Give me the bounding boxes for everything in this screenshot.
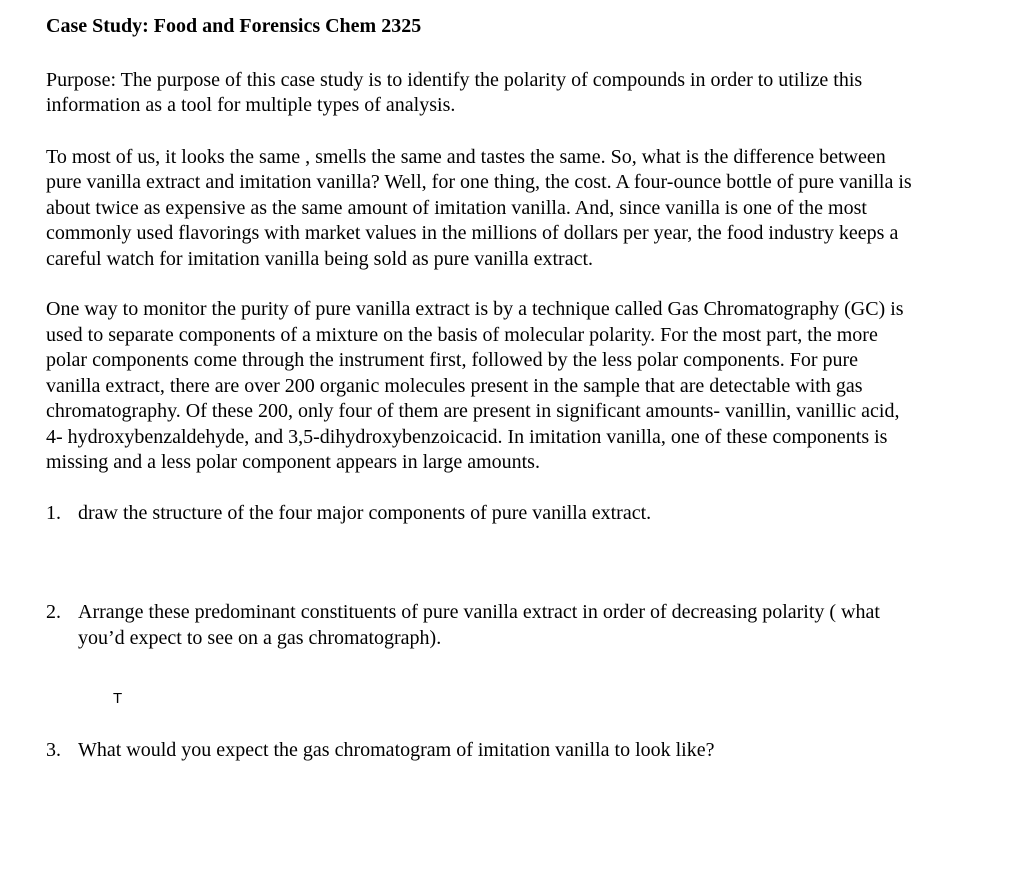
- question-list: [46, 501, 916, 652]
- question-number: 3.: [46, 739, 61, 761]
- question-text: What would you expect the gas chromatogram of imitation vanilla to look like?: [78, 739, 715, 761]
- question-number: 1.: [46, 501, 61, 524]
- question-list: [46, 738, 916, 764]
- answer-text: T: [113, 690, 123, 707]
- question-item: [12, 501, 916, 527]
- document-title: Case Study: Food and Forensics Chem 2325: [46, 15, 422, 37]
- question-number: 2.: [46, 601, 61, 623]
- vanilla-cost-paragraph: To most of us, it looks the same , smells the same and tastes the same. So, what is the difference between pure vanilla extract and imitation vanilla? Well, for one thing, the cost. A four-ounce bottle of pure vanilla is about twice as expensive as the same amount of imitation vanilla. And, since vanilla is one of the most commonly used flavorings with market values in the millions of dollars per year, the food industry keeps a careful watch for imitation vanilla being sold as pure vanilla extract.: [46, 145, 912, 270]
- question-item: [12, 738, 916, 764]
- question-text: Arrange these predominant constituents of pure vanilla extract in order of decreasing polarity ( what you’d expect to see on a gas chromatograph).: [78, 601, 880, 649]
- gas-chromatography-paragraph: One way to monitor the purity of pure vanilla extract is by a technique called Gas Chromatography (GC) is used to separate components of a mixture on the basis of molecular polarity. For the most part, the more polar components come through the instrument first, followed by the less polar components. For pure vanilla extract, there are over 200 organic molecules present in the sample that are detectable with gas chromatography. Of these 200, only four of them are present in significant amounts- vanillin, vanillic acid, 4- hydroxybenzaldehyde, and 3,5-dihydroxybenzoicacid. In imitation vanilla, one of these components is missing and a less polar component appears in large amounts.: [46, 298, 904, 473]
- document-body: [46, 14, 916, 764]
- question-text: draw the structure of the four major components of pure vanilla extract.: [78, 501, 652, 524]
- purpose-paragraph: Purpose: The purpose of this case study is to identify the polarity of compounds in order to utilize this information as a tool for multiple types of analysis.: [46, 68, 863, 116]
- question-item: [12, 600, 916, 651]
